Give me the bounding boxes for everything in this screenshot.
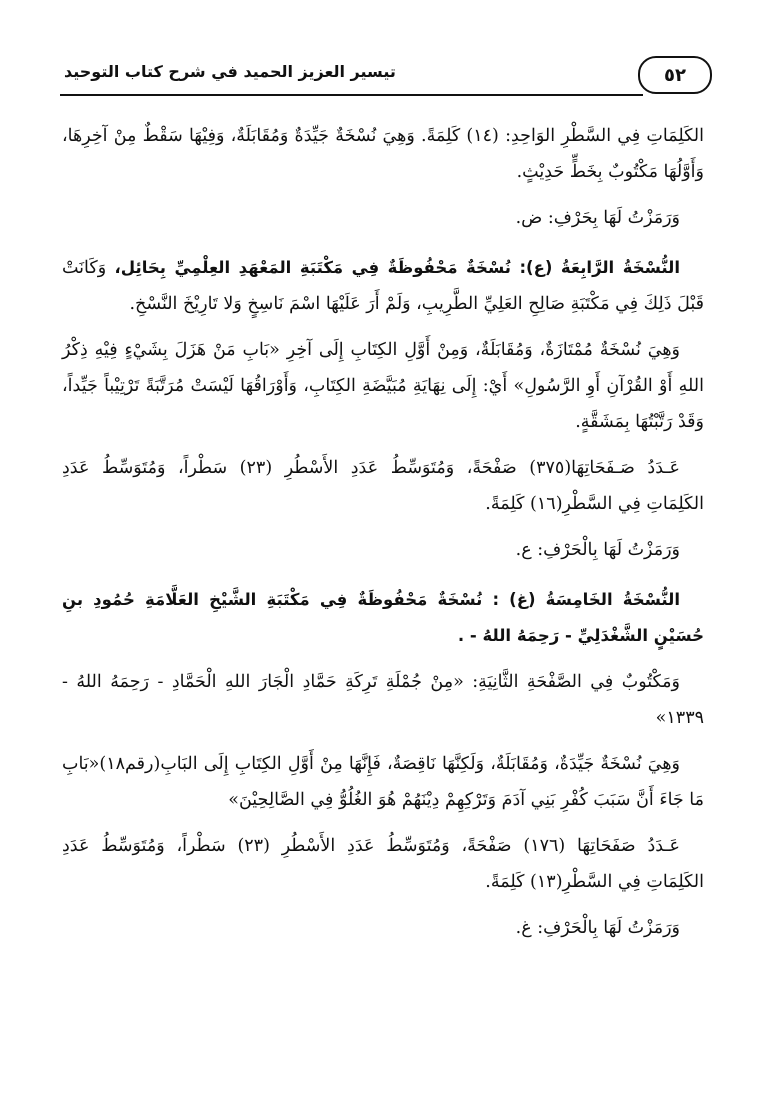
- section-heading: النُّسْخَةُ الرَّابِعَةُ (ع): نُسْخَةٌ مَحْفُوظَةٌ فِي مَكْتَبَةِ المَعْهَدِ العِلْمِيِّ بِحَائِل،: [114, 258, 680, 277]
- paragraph-text: الكَلِمَاتِ فِي السَّطْرِ الوَاحِدِ: (١٤) كَلِمَةً. وَهِيَ نُسْخَةٌ جَيِّدَةٌ وَمُقَابَلَةٌ، وَفِيْهَا سَقْطٌ مِنْ آخِرِهَا، وَأَوَّلُهَا مَكْتُوبٌ بِخَطٍّ حَدِيْثٍ.: [62, 126, 704, 182]
- paragraph: [62, 118, 704, 190]
- page-header: [60, 56, 712, 104]
- section-paragraph: [62, 582, 704, 654]
- paragraph-text: عَـدَدُ صَفَحَاتِهَا (١٧٦) صَفْحَةً، وَمُتَوَسِّطُ عَدَدِ الأَسْطُرِ (٢٣) سَطْراً، وَمُتَوَسِّطُ عَدَدِ الكَلِمَاتِ فِي السَّطْرِ(١٣) كَلِمَةً.: [62, 836, 704, 892]
- paragraph: [62, 746, 704, 818]
- paragraph: [62, 450, 704, 522]
- paragraph: [62, 828, 704, 900]
- paragraph: [62, 532, 704, 568]
- page-body: [62, 118, 704, 960]
- header-rule: [60, 94, 643, 96]
- paragraph-text: وَهِيَ نُسْخَةٌ مُمْتَازَةٌ، وَمُقَابَلَةٌ، وَمِنْ أَوَّلِ الكِتَابِ إِلَى آخِرِ «بَابِ مَنْ هَزَلَ بِشَيْءٍ فِيْهِ ذِكْرُ اللهِ أَوْ القُرْآنِ أَوِ الرَّسُولِ» أَيْ: إِلَى نِهَايَةِ مُبَيَّضَةِ الكِتَابِ، وَأَوْرَاقُهَا لَيْسَتْ مُرَتَّبَةً تَرْتِيْباً جَيِّداً، وَقَدْ رَتَّبْتُهَا بِمَشَقَّةٍ.: [62, 340, 704, 432]
- paragraph: [62, 910, 704, 946]
- paragraph-text: وَهِيَ نُسْخَةٌ جَيِّدَةٌ، وَمُقَابَلَةٌ، وَلَكِنَّهَا نَاقِصَةٌ، فَإِنَّهَا مِنْ أَوَّلِ الكِتَابِ إِلَى البَابِ(رقم١٨)«بَابِ مَا جَاءَ أَنَّ سَبَبَ كُفْرِ بَنِي آدَمَ وَتَرْكِهِمْ دِيْنَهُمْ هُوَ الغُلُوُّ فِي الصَّالِحِيْنَ»: [62, 754, 704, 810]
- running-title: تيسير العزيز الحميد في شرح كتاب التوحيد: [64, 62, 396, 81]
- paragraph: [62, 332, 704, 440]
- paragraph-text: وَمَكْتُوبٌ فِي الصَّفْحَةِ الثَّانِيَةِ: «مِنْ جُمْلَةِ تَرِكَةِ حَمَّادِ الْجَارَ اللهِ الْحَمَّادِ - رَحِمَهُ اللهُ - ١٣٣٩»: [62, 672, 704, 728]
- paragraph-text: وَرَمَزْتُ لَهَا بِالْحَرْفِ: غ.: [515, 918, 680, 938]
- section-heading: النُّسْخَةُ الخَامِسَةُ (غ) : نُسْخَةٌ مَحْفُوظَةٌ فِي مَكْتَبَةِ الشَّيْخِ العَلَّامَةِ حُمُودِ بنِ حُسَيْنٍ الشَّغْدَلِيِّ - رَحِمَهُ اللهُ - .: [62, 590, 704, 645]
- paragraph: [62, 664, 704, 736]
- paragraph-text: وَكَانَتْ قَبْلَ ذَلِكَ فِي مَكْتَبَةِ صَالِحِ العَلِيِّ الطَّرِيبِ، وَلَمْ أَرَ عَلَيْهَا اسْمَ نَاسِخٍ وَلا تَارِيْخَ النَّسْخِ.: [62, 258, 704, 314]
- paragraph-text: عَـدَدُ صَـفَحَاتِهَا(٣٧٥) صَفْحَةً، وَمُتَوَسِّطُ عَدَدِ الأَسْطُرِ (٢٣) سَطْراً، وَمُتَوَسِّطُ عَدَدِ الكَلِمَاتِ فِي السَّطْرِ(١٦) كَلِمَةً.: [62, 458, 704, 514]
- paragraph: [62, 200, 704, 236]
- section-paragraph: [62, 250, 704, 322]
- paragraph-text: وَرَمَزْتُ لَهَا بِالْحَرْفِ: ع.: [515, 540, 680, 560]
- page-number: ٥٢: [638, 56, 712, 94]
- paragraph-text: وَرَمَزْتُ لَهَا بِحَرْفِ: ض.: [515, 208, 680, 228]
